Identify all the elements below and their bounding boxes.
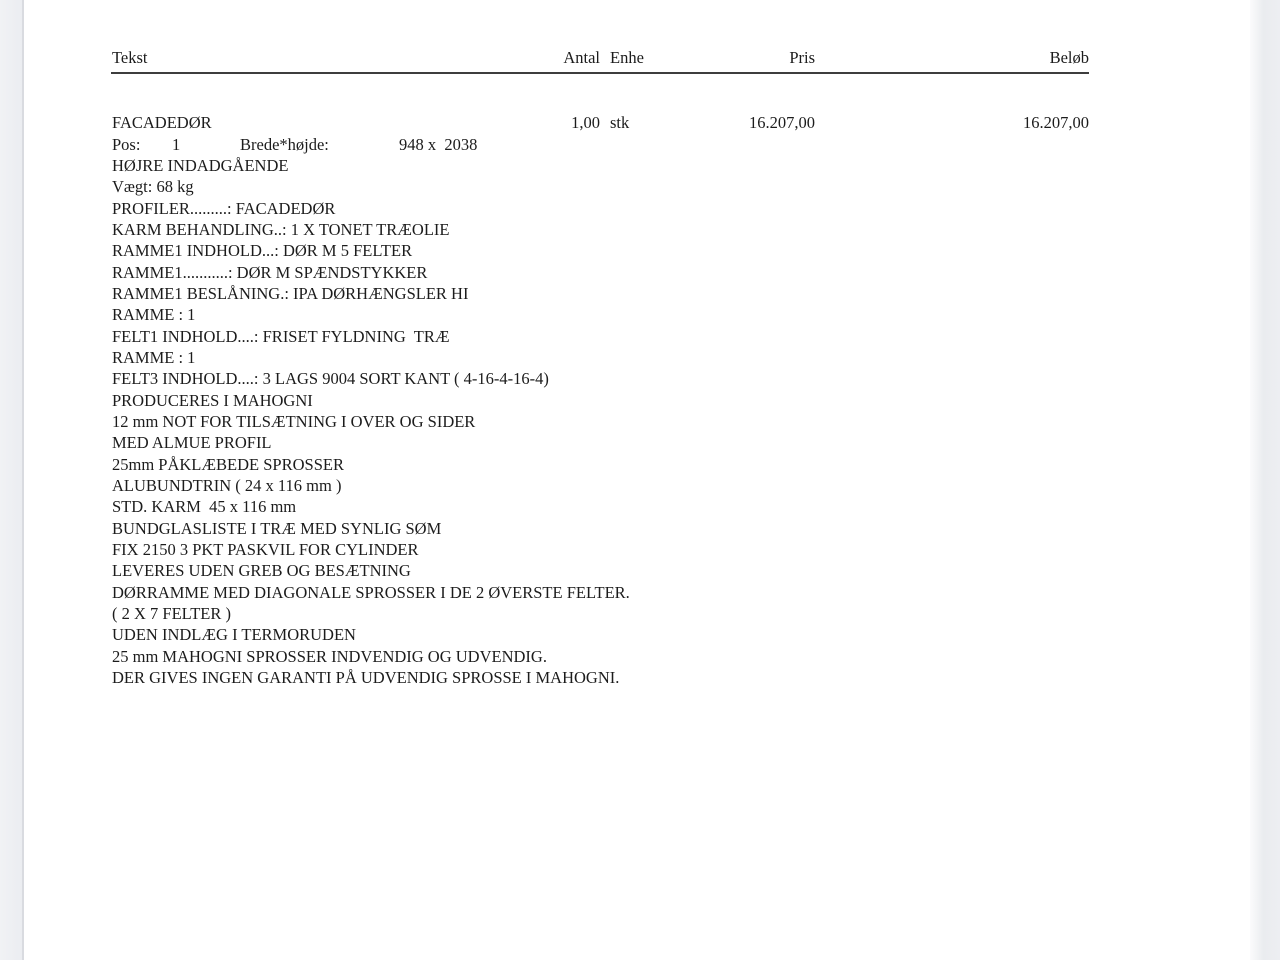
description-line: UDEN INDLÆG I TERMORUDEN bbox=[112, 625, 356, 645]
description-line: DØRRAMME MED DIAGONALE SPROSSER I DE 2 ØVERSTE FELTER. bbox=[112, 582, 630, 602]
description-line: ALUBUNDTRIN ( 24 x 116 mm ) bbox=[112, 475, 342, 495]
column-header-belob: Beløb bbox=[1049, 48, 1089, 67]
header-divider-line bbox=[111, 72, 1089, 74]
column-header-tekst: Tekst bbox=[112, 48, 148, 67]
description-line: FELT1 INDHOLD....: FRISET FYLDNING TRÆ bbox=[112, 326, 450, 346]
description-line: Vægt: 68 kg bbox=[112, 177, 194, 197]
description-line: BUNDGLASLISTE I TRÆ MED SYNLIG SØM bbox=[112, 518, 442, 538]
description-line: 25 mm MAHOGNI SPROSSER INDVENDIG OG UDVENDIG. bbox=[112, 646, 547, 666]
column-header-antal: Antal bbox=[563, 48, 600, 67]
description-line: 12 mm NOT FOR TILSÆTNING I OVER OG SIDER bbox=[112, 411, 476, 431]
line-item-quantity: 1,00 bbox=[571, 113, 600, 132]
description-line: 25mm PÅKLÆBEDE SPROSSER bbox=[112, 454, 344, 474]
column-header-pris: Pris bbox=[789, 48, 815, 67]
line-item-unit: stk bbox=[610, 113, 630, 132]
width-height-value: 948 x 2038 bbox=[399, 135, 478, 154]
description-line: FIX 2150 3 PKT PASKVIL FOR CYLINDER bbox=[112, 539, 419, 559]
table-header-row bbox=[0, 47, 1280, 69]
description-line: MED ALMUE PROFIL bbox=[112, 433, 272, 453]
description-line: PROFILER.........: FACADEDØR bbox=[112, 198, 336, 218]
description-line: HØJRE INDADGÅENDE bbox=[112, 156, 289, 175]
line-item-price: 16.207,00 bbox=[749, 113, 815, 132]
description-line: STD. KARM 45 x 116 mm bbox=[112, 497, 297, 517]
pos-value: 1 bbox=[172, 135, 181, 154]
description-line: RAMME1 INDHOLD...: DØR M 5 FELTER bbox=[112, 241, 413, 261]
description-line: RAMME : 1 bbox=[112, 305, 196, 325]
line-item-amount: 16.207,00 bbox=[1023, 113, 1089, 132]
description-line: RAMME1...........: DØR M SPÆNDSTYKKER bbox=[112, 262, 428, 282]
position-size-line bbox=[0, 134, 1280, 156]
line-item-row bbox=[0, 112, 1280, 134]
pos-label: Pos: bbox=[112, 135, 141, 154]
description-line: KARM BEHANDLING..: 1 X TONET TRÆOLIE bbox=[112, 219, 450, 239]
description-line: PRODUCERES I MAHOGNI bbox=[112, 390, 313, 410]
description-line: RAMME1 BESLÅNING.: IPA DØRHÆNGSLER HI bbox=[112, 283, 469, 303]
description-line: ( 2 X 7 FELTER ) bbox=[112, 603, 232, 623]
description-line: FELT3 INDHOLD....: 3 LAGS 9004 SORT KANT ( 4-16-4-16-4) bbox=[112, 369, 549, 389]
description-line: RAMME : 1 bbox=[112, 347, 196, 367]
description-line: LEVERES UDEN GREB OG BESÆTNING bbox=[112, 561, 411, 581]
description-lines bbox=[112, 155, 1212, 688]
column-header-enhe: Enhe bbox=[610, 48, 644, 67]
width-height-label: Brede*højde: bbox=[240, 135, 329, 154]
line-item-name: FACADEDØR bbox=[112, 113, 212, 132]
description-line: DER GIVES INGEN GARANTI PÅ UDVENDIG SPROSSE I MAHOGNI. bbox=[112, 667, 620, 687]
